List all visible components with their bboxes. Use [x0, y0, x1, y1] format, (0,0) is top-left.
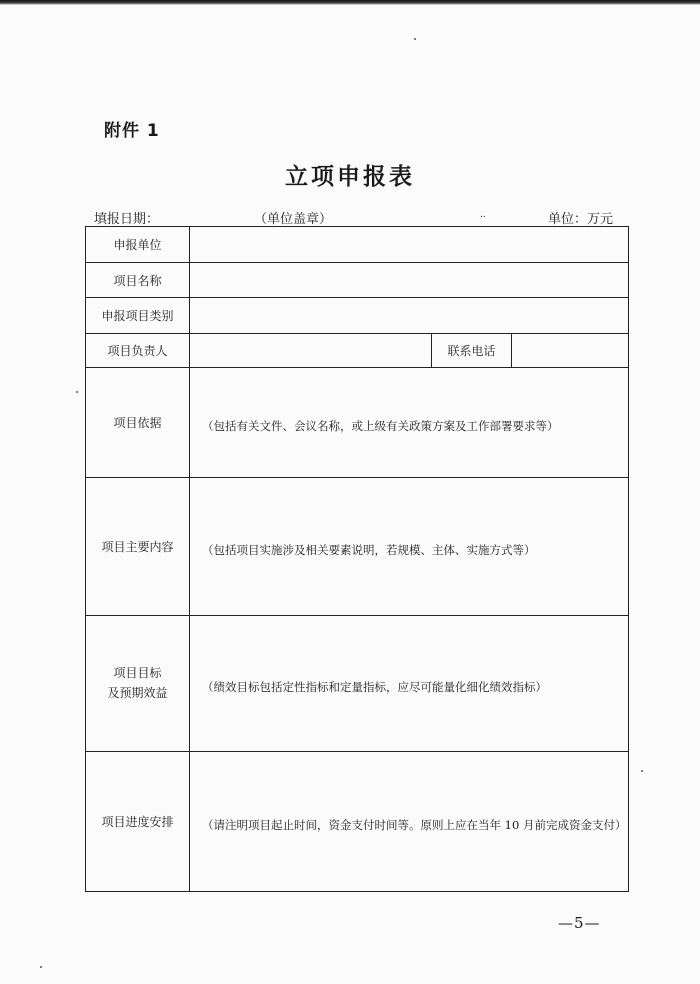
attachment-label: 附件 1: [104, 121, 160, 141]
content-note: （包括项目实施涉及相关要素说明，若规模、主体、实施方式等）: [202, 543, 536, 558]
schedule-label: 项目进度安排: [101, 815, 174, 829]
category-label-cell: [86, 298, 190, 334]
basis-note: （包括有关文件、会议名称，或上级有关政策方案及工作部署要求等）: [202, 419, 559, 434]
applicant-label: 申报单位: [113, 238, 162, 252]
phone-label-cell: [432, 334, 512, 368]
scan-speck: [76, 391, 78, 393]
schedule-note: （请注明项目起止时间，资金支付时间等。原则上应在当年 10 月前完成资金支付）: [202, 818, 627, 833]
leader-field[interactable]: [190, 334, 432, 368]
applicant-label-cell: [86, 227, 190, 263]
leader-label: 项目负责人: [107, 344, 168, 358]
scan-edge: [0, 0, 700, 5]
stamp-note: （单位盖章）: [254, 212, 333, 227]
page-number: —5—: [558, 914, 601, 932]
content-field[interactable]: [190, 478, 629, 616]
applicant-field[interactable]: [190, 227, 629, 263]
basis-label: 项目依据: [113, 416, 162, 430]
unit-label: 单位：万元: [548, 212, 614, 227]
goal-field[interactable]: [190, 616, 629, 752]
leader-label-cell: [86, 334, 190, 368]
project-name-field[interactable]: [190, 263, 629, 298]
page-title: 立项申报表: [285, 164, 415, 190]
basis-label-cell: [86, 368, 190, 478]
goal-label-line2: 及预期效益: [107, 685, 168, 700]
phone-label: 联系电话: [447, 344, 496, 358]
goal-note: （绩效目标包括定性指标和定量指标，应尽可能量化细化绩效指标）: [202, 680, 547, 695]
goal-label-cell: [86, 616, 190, 752]
scan-speck: [641, 770, 643, 772]
fill-date-label: 填报日期：: [94, 212, 160, 227]
category-field[interactable]: [190, 298, 629, 334]
basis-field[interactable]: [190, 368, 629, 478]
project-name-label: 项目名称: [113, 273, 162, 288]
goal-label-line1: 项目目标: [113, 666, 162, 681]
category-label: 申报项目类别: [101, 309, 174, 323]
schedule-label-cell: [86, 752, 190, 892]
project-name-label-cell: [86, 263, 190, 298]
scan-speck: [40, 966, 42, 968]
content-label-cell: [86, 478, 190, 616]
phone-field[interactable]: [512, 334, 629, 368]
scan-speck: [414, 38, 416, 40]
dots-mark: ..: [480, 210, 486, 220]
application-form: [85, 226, 629, 892]
content-label: 项目主要内容: [101, 540, 174, 554]
schedule-field[interactable]: [190, 752, 629, 892]
